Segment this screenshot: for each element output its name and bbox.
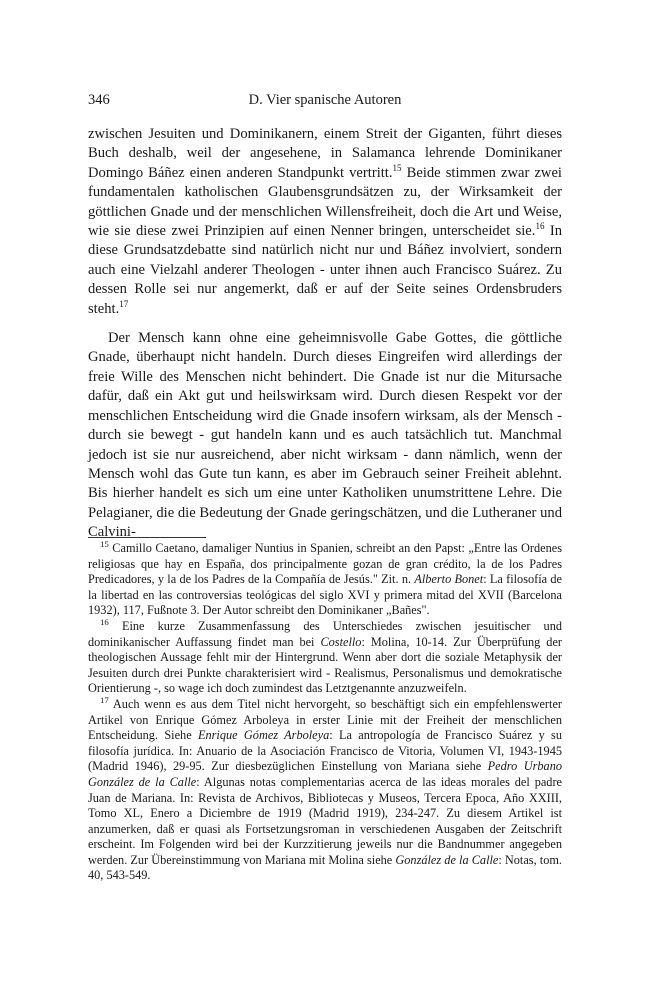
footnotes (88, 538, 563, 884)
footnote-text: Eine kurze Zusammenfassung des Unterschiedes zwischen jesuitischer und dominikanischer Auffassung findet man bei (88, 618, 562, 649)
main-text (88, 125, 562, 543)
paragraph-1 (88, 125, 562, 319)
footnote-separator (88, 537, 206, 538)
paragraph-1-text-b: Beide stimmen zwar zwei fundamentalen katholischen Glaubensgrundsätzen zu, der Wirksamkeit der göttlichen Gnade und der menschlichen Willensfreiheit, doch die Art und Weise, wie sie diese zwei Prinzipien auf einen Nenner bringen, unterscheidet sie. (88, 164, 562, 240)
footnote-text: : Notas, tom. 40, 543-549. (88, 852, 562, 883)
footnote-ref-16: 16 (535, 221, 545, 232)
paragraph-1-text-a: zwischen Jesuiten und Dominikanern, einem Streit der Giganten, führt dieses Buch deshalb, weil der angesehene, in Salamanca lehrende Dominikaner Domingo Báñez einen anderen Standpunkt vertritt. (88, 126, 562, 181)
page-number: 346 (88, 92, 110, 108)
footnote-number: 15 (100, 538, 109, 549)
footnote-ref-17: 17 (119, 298, 129, 309)
footnote-number: 16 (100, 616, 109, 627)
page-header (88, 92, 562, 112)
footnote-text: : Algunas notas complementarias acerca de las ideas morales del padre Juan de Mariana. In: Revista de Archivos, Bibliotecas y Museos, Tercera Epoca, Año XXIII, Tomo XL, Enero a Diciembre de 1919 (Madrid 1919), 234-247. Zu diesem Artikel ist anzumerken, daß er quasi als Fortsetzungsroman in verschiedenen Ausgaben der Zeitschrift erscheint. Im Folgenden wird bei der Kurzzitierung jeweils nur die Bandnummer angegeben werden. Zur Übereinstimmung von Mariana mit Molina siehe (88, 774, 563, 867)
footnote-text: : La antropología de Francisco Suárez y su filosofía jurídica. In: Anuario de la Asociación Francisco de Vitoria, Volumen VI, 1943-1945 (Madrid 1946), 29-95. Zur diesbezüglichen Einstellung von Mariana siehe (88, 728, 562, 774)
footnote-text: : Molina, 10-14. Zur Überprüfung der theologischen Aussage fehlt mir der Hintergrund. Wenn aber dort die soziale Metaphysik der Jesuiten durch drei Punkte charakterisiert wird - Realismus, Personalismus und demokratische Orientierung -, so wage ich doch zumindest das Letztgenannte anzuzweifeln. (88, 634, 562, 696)
footnote-text: Auch wenn es aus dem Titel nicht hervorgeht, so beschäftigt sich ein empfehlenswerter Artikel von Enrique Gómez Arboleya in erster Linie mit der Freiheit der menschlichen Entscheidung. Siehe (88, 696, 562, 743)
footnote-number: 17 (100, 694, 109, 705)
footnote-text: : La filosofía de la libertad en las controversias teológicas del siglo XVI y primera mitad del XVII (Barcelona 1932), 117, Fußnote 3. Der Autor schreibt den Dominikaner „Bañes". (88, 572, 562, 618)
cited-author: González de la Calle (395, 852, 499, 867)
footnote-17 (88, 694, 563, 884)
paragraph-2: Der Mensch kann ohne eine geheimnisvolle Gabe Gottes, die göttliche Gnade, überhaupt nicht handeln. Durch dieses Eingreifen wird allerdings der freie Wille des Menschen nicht behindert. Die Gnade ist nur die Mitursache dafür, daß ein Akt gut und heilswirksam wird. Durch diesen Respekt vor der menschlichen Entscheidung wird die Gnade insofern wirksam, als der Mensch - durch sie bewegt - gut handeln kann und es auch tatsächlich tut. Manchmal jedoch ist sie nur ausreichend, aber nicht wirksam - dann nämlich, wenn der Mensch wohl das Gute tun kann, es aber im Gebrauch seiner Freiheit ablehnt. Bis hierher handelt es sich um eine unter Katholiken unumstrittene Lehre. Die Pelagianer, die die Bedeutung der Gnade geringschätzen, und die Lutheraner und Calvini- (88, 330, 562, 541)
footnote-16 (88, 616, 562, 697)
running-title: D. Vier spanische Autoren (248, 92, 402, 108)
cited-author: Costello (320, 634, 362, 649)
paragraph-1-text-c: In diese Grundsatzdebatte sind natürlich nicht nur und Báñez involviert, sondern auch eine Vielzahl anderer Theologen - unter ihnen auch Francisco Suárez. Zu dessen Rolle sei nur angemerkt, daß er auf der Seite seines Ordensbruders steht. (88, 223, 562, 317)
cited-author: Alberto Bonet (414, 572, 484, 587)
footnote-text: Camillo Caetano, damaliger Nuntius in Spanien, schreibt an den Papst: „Entre las Ordenes religiosas que hay en España, dos principalmente gozan de gran crédito, la de los Padres Predicadores, y la de los Padres de la Compañía de Jesús." Zit. n. (88, 541, 562, 587)
cited-author: Pedro Urbano González de la Calle (88, 759, 562, 789)
cited-author: Enrique Gómez Arboleya (197, 728, 330, 743)
footnote-15 (88, 538, 562, 619)
footnote-ref-15: 15 (392, 162, 402, 173)
